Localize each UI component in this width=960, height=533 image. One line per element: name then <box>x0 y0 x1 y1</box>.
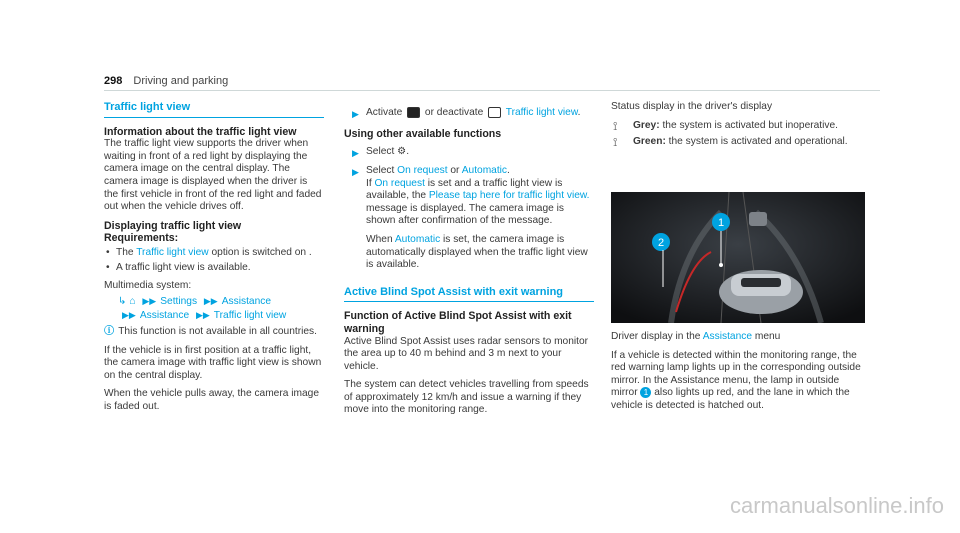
toggle-on-icon[interactable] <box>407 107 420 118</box>
header-rule <box>104 90 880 91</box>
step-select-mode: ▶ Select On request or Automatic. If On request is set and a traffic light view is available, the Please tap here for traffic light view. message is displayed. The camera image is shown after confirmation of the message. When Automatic is set, the camera image is automatically displayed when the traffic light view is available. <box>344 165 594 272</box>
requirement-1 <box>104 247 324 260</box>
page-header <box>104 75 228 87</box>
s3a: Select <box>366 164 398 176</box>
multimedia-label: Multimedia system: <box>104 280 192 292</box>
column-2 <box>344 101 594 423</box>
s3b: If <box>366 177 375 189</box>
callout-1-icon: 1 <box>640 387 651 398</box>
path-traffic-light[interactable]: Traffic light view <box>213 310 287 322</box>
traffic-light-view-link[interactable]: Traffic light view <box>505 107 578 119</box>
s3or: or <box>447 164 462 176</box>
info-icon: ⓘ <box>104 325 115 337</box>
step2-text: Select <box>366 146 398 158</box>
caption-paragraph <box>611 350 865 413</box>
on-request-option[interactable]: On request <box>397 164 448 176</box>
nav-path-2 <box>104 309 324 323</box>
driver-display-image <box>611 192 865 323</box>
requirements-label: Requirements: <box>104 232 179 245</box>
cap-a: Driver display in the <box>611 331 703 342</box>
chevron-icon: ▶▶ <box>195 310 210 321</box>
home-icon[interactable]: ⌂ <box>129 295 136 307</box>
green-label: Green: <box>633 136 666 148</box>
column-3 <box>611 101 865 153</box>
status-heading: Status display in the driver's display <box>611 101 773 112</box>
cap-p2a: If a vehicle is detected within the monitoring range, the red warning lamp lights up in the corresponding outside mirror. In the Assistance menu, the lamp in outside mirror <box>611 349 861 399</box>
path-assistance[interactable]: Assistance <box>221 295 271 307</box>
when-b: is set, the camera image is automatically displayed when the traffic light view is available. <box>366 233 588 271</box>
s3c: is set and a traffic light view is available, the <box>366 177 563 202</box>
req1-post: option is switched on . <box>208 246 312 258</box>
s3d: message is displayed. The camera image is shown after confirmation of the message. <box>366 202 564 227</box>
grey-label: Grey: <box>633 119 660 131</box>
image-callout-1: 1 <box>717 217 725 229</box>
driver-display-illustration <box>611 192 865 323</box>
step-activate: ▶ Activate or deactivate Traffic light view. <box>352 107 581 119</box>
step1-b: or deactivate <box>422 107 487 119</box>
paragraph-pulls-away: When the vehicle pulls away, the camera image is faded out. <box>104 388 319 412</box>
on-request-ref: On request <box>374 177 425 189</box>
blind-spot-green-icon: ⟟ <box>613 135 618 150</box>
step1-a: Activate <box>366 107 406 119</box>
cap-b: menu <box>752 331 781 342</box>
path-assistance-2[interactable]: Assistance <box>139 310 190 322</box>
chevron-icon: ▶▶ <box>122 310 136 321</box>
automatic-option[interactable]: Automatic <box>461 164 508 176</box>
req1-link[interactable]: Traffic light view <box>136 246 209 258</box>
chevron-icon: ▶▶ <box>203 295 218 306</box>
using-heading: Using other available functions <box>344 127 502 140</box>
green-text: the system is activated and operational. <box>665 136 848 148</box>
function-heading: Function of Active Blind Spot Assist with exit warning <box>344 310 572 335</box>
function-paragraph-1: Active Blind Spot Assist uses radar sensors to monitor the area up to 40 m behind and 3 m next to your vehicle. <box>344 335 589 372</box>
note-line <box>104 326 324 339</box>
note-text: This function is not available in all countries. <box>118 325 317 337</box>
blind-spot-grey-icon: ⟟ <box>613 118 618 133</box>
gear-icon[interactable]: ⚙ <box>397 146 407 158</box>
image-caption <box>611 331 865 419</box>
chapter-title: Driving and parking <box>133 75 229 87</box>
automatic-ref: Automatic <box>394 233 441 245</box>
image-callout-2: 2 <box>657 237 665 249</box>
path-settings[interactable]: Settings <box>160 295 198 307</box>
when-a: When <box>366 233 395 245</box>
page-number: 298 <box>104 75 123 87</box>
step-select-gear: ▶ Select ⚙. <box>352 146 410 159</box>
return-arrow-icon: ↳ <box>118 295 127 307</box>
section-title-traffic-light: Traffic light view <box>104 101 324 118</box>
status-green <box>611 136 865 149</box>
when-automatic <box>366 234 594 272</box>
grey-text: the system is activated but inoperative. <box>659 119 838 131</box>
info-heading: Information about the traffic light view <box>104 125 297 138</box>
nav-path-1 <box>104 295 324 309</box>
message-ref: Please tap here for traffic light view. <box>428 190 590 202</box>
step-triangle-icon: ▶ <box>352 166 359 177</box>
step-triangle-icon: ▶ <box>352 109 359 119</box>
column-1 <box>104 101 324 419</box>
section-title-blind-spot: Active Blind Spot Assist with exit warning <box>344 286 594 303</box>
req1-pre: The <box>116 246 137 258</box>
paragraph-first-position: If the vehicle is in first position at a traffic light, the camera image with traffic light view is shown on the central display. <box>104 344 322 381</box>
step-triangle-icon: ▶ <box>352 148 359 159</box>
requirement-2: • A traffic light view is available. <box>104 262 324 275</box>
info-text: The traffic light view supports the driver when waiting in front of a red light by displaying the camera image on the central display. The camera image is displayed when the driver is the first vehicle in front of the red light and faded out when the vehicle drives off. <box>104 138 322 213</box>
status-grey <box>611 120 865 133</box>
cap-p2b: also lights up red, and the lane in which the vehicle is detected is hatched out. <box>611 387 850 412</box>
chevron-icon: ▶▶ <box>142 295 157 306</box>
assistance-menu-link[interactable]: Assistance <box>702 331 752 342</box>
watermark: carmanualsonline.info <box>729 493 944 518</box>
display-heading: Displaying traffic light view <box>104 219 242 232</box>
toggle-off-icon[interactable] <box>488 107 501 118</box>
function-paragraph-2: The system can detect vehicles travelling from speeds of approximately 12 km/h and issue a warning if they move into the monitoring range. <box>344 379 589 416</box>
caption-line <box>611 331 865 344</box>
